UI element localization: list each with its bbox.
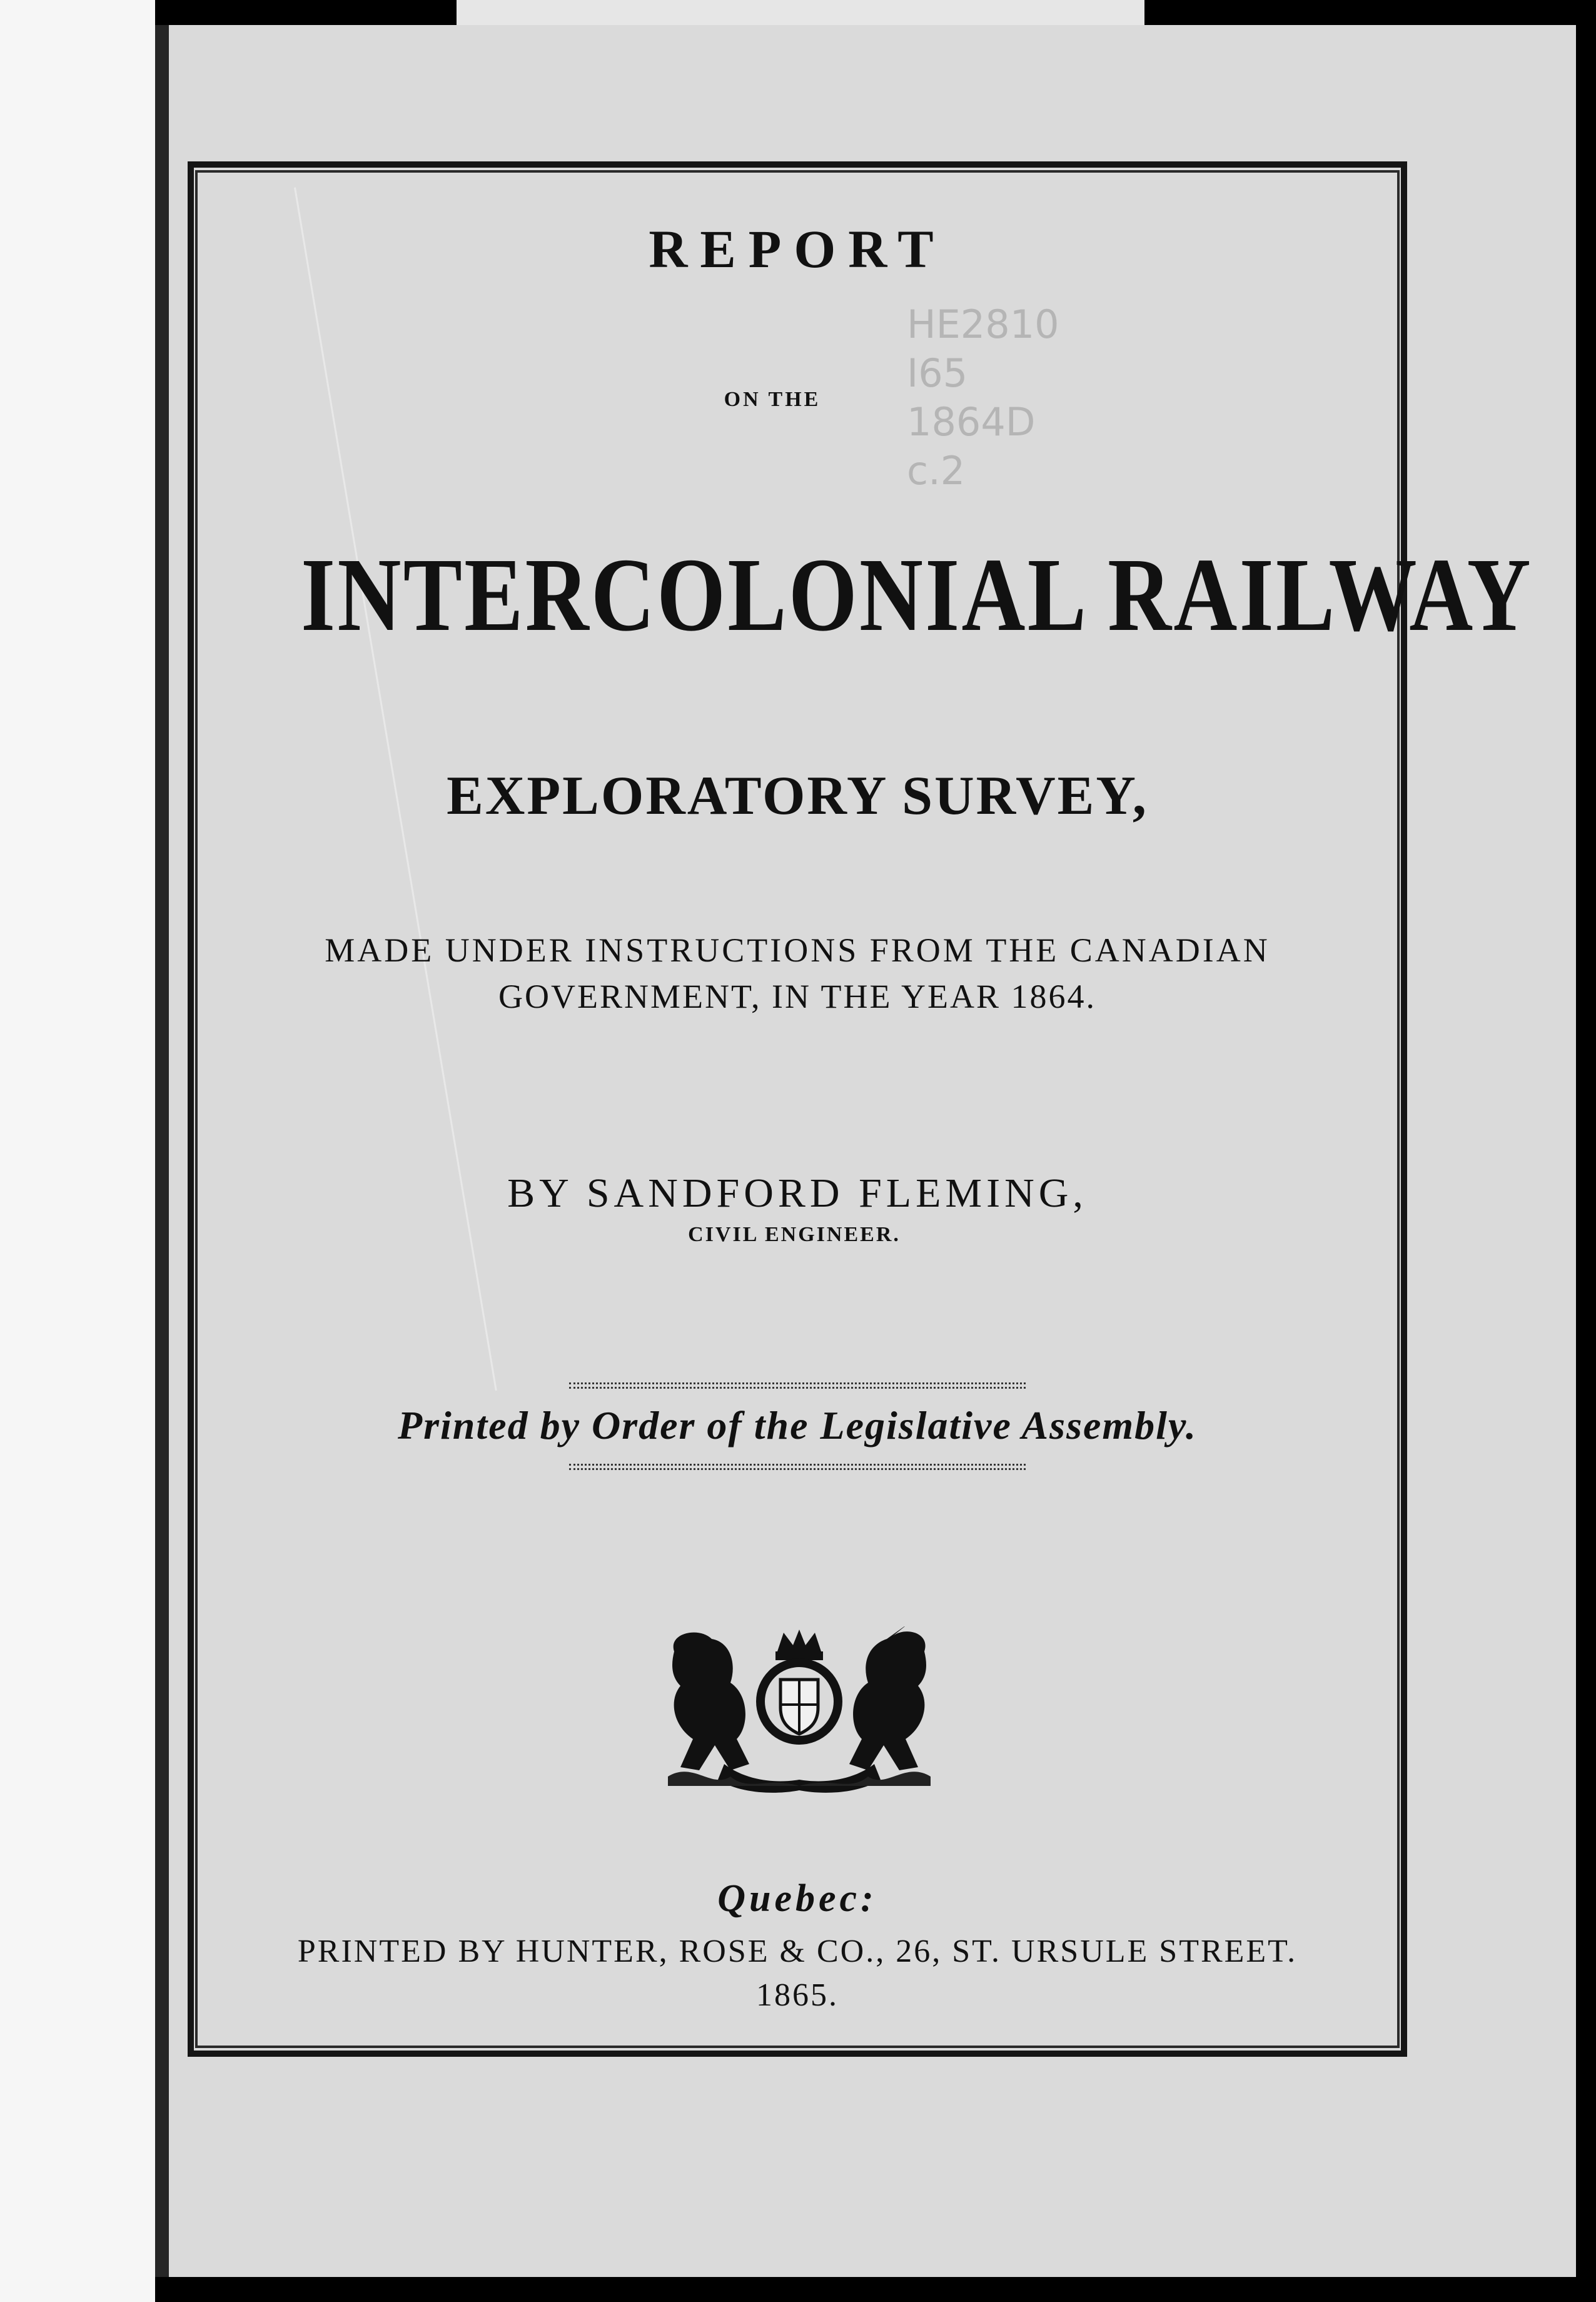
main-title: INTERCOLONIAL RAILWAY (301, 537, 1533, 653)
ornamental-rule-top (569, 1382, 1026, 1389)
call-number-line: HE2810 (907, 302, 1059, 347)
pencil-call-number (907, 300, 1119, 495)
top-paper-edge (457, 0, 1144, 25)
author-title: CIVIL ENGINEER. (688, 1223, 901, 1246)
ornamental-rule-bottom (569, 1464, 1026, 1470)
on-the-text: ON THE (724, 388, 821, 411)
printer-line: PRINTED BY HUNTER, ROSE & CO., 26, ST. URSULE STREET. (297, 1934, 1298, 1969)
author-line: BY SANDFORD FLEMING, (507, 1170, 1088, 1216)
call-number-line: c.2 (907, 448, 966, 494)
instructions-line-2: GOVERNMENT, IN THE YEAR 1864. (498, 978, 1096, 1015)
publication-year: 1865. (756, 1977, 839, 2013)
printed-by-order-line: Printed by Order of the Legislative Assembly. (398, 1403, 1197, 1448)
instructions-line-1: MADE UNDER INSTRUCTIONS FROM THE CANADIAN (325, 931, 1270, 969)
book-spine (155, 25, 169, 2277)
royal-coat-of-arms-icon (655, 1626, 943, 1795)
call-number-line: I65 (907, 350, 968, 396)
call-number-line: 1864D (907, 399, 1036, 445)
adjacent-page-strip (0, 0, 155, 2302)
report-heading: REPORT (649, 219, 946, 279)
subtitle: EXPLORATORY SURVEY, (447, 766, 1148, 826)
place-of-publication: Quebec: (717, 1877, 877, 1920)
